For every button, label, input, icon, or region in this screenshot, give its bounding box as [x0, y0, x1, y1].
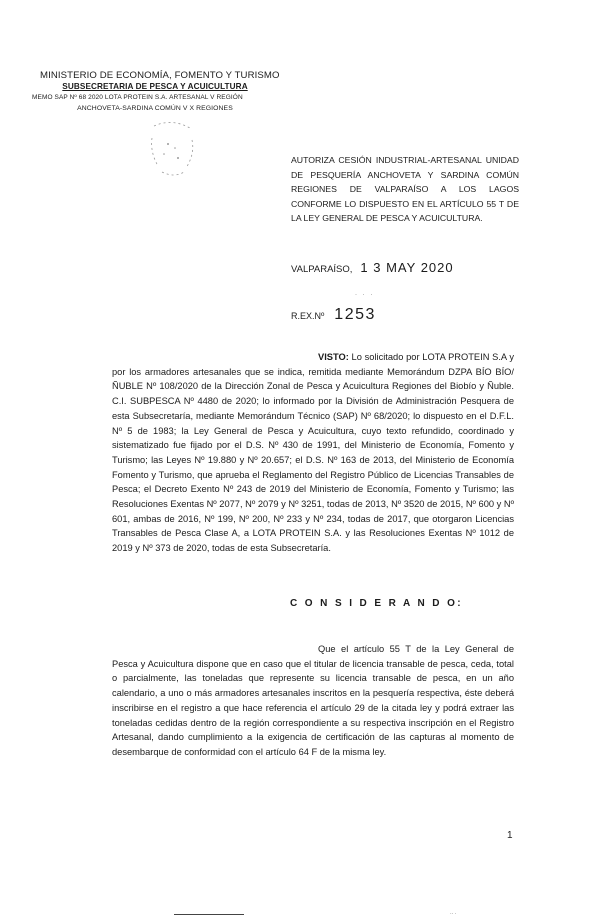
footer-mark: ·· ·: [450, 911, 457, 917]
fishery-reference: ANCHOVETA-SARDINA COMÚN V X REGIONES: [77, 105, 233, 112]
visto-body: Lo solicitado por LOTA PROTEIN S.A y por los armadores artesanales que se indica, remitida mediante Memorándum DZPA BÍO BÍO/ÑUBLE Nº 108/2020 de la Dirección Zonal de Pesca y Acuicultura Regiones del Biobío y Ñuble. C.I. SUBPESCA Nº 4480 de 2020; lo informado por la División de Administración Pesquera de esta Subsecretaría, mediante Memorándum Técnico (SAP) Nº 68/2020; lo dispuesto en el D.F.L. Nº 5 de 1983; la Ley General de Pesca y Acuicultura, cuyo texto refundido, coordinado y sistematizado fue fijado por el D.S. Nº 430 de 1991, del Ministerio de Economía, Fomento y Turismo; las Leyes Nº 19.880 y Nº 20.657; el D.S. Nº 163 de 2013, del Ministerio de Economía Fomento y Turismo, que aprueba el Reglamento del Registro Público de Licencias Transables de Pesca; el Decreto Exento Nº 243 de 2019 del Ministerio de Economía, Fomento y Turismo; las Resoluciones Exentas Nº 2077, Nº 2079 y Nº 3251, todas de 2013, Nº 3520 de 2015, Nº 600 y Nº 601, ambas de 2016, Nº 199, Nº 200, Nº 233 y Nº 234, todas de 2017, que otorgaron Licencias Transables de Pesca Clase A, a LOTA PROTEIN S.A. y las Resoluciones Exentas Nº 1012 de 2019 y Nº 373 de 2020, todas de esta Subsecretaría.: [112, 352, 514, 554]
date-value: 1 3 MAY 2020: [360, 260, 454, 275]
date-place: VALPARAÍSO,: [291, 264, 353, 275]
resolution-subject: AUTORIZA CESIÓN INDUSTRIAL-ARTESANAL UNIDAD DE PESQUERÍA ANCHOVETA Y SARDINA COMÚN REGIONES DE VALPARAÍSO A LOS LAGOS CONFORME LO DISPUESTO EN EL ARTÍCULO 55 T DE LA LEY GENERAL DE PESCA Y ACUICULTURA.: [291, 155, 519, 224]
considerando-heading: C O N S I D E R A N D O:: [290, 598, 463, 609]
resolution-label: R.EX.Nº: [291, 311, 325, 321]
visto-keyword: VISTO:: [318, 352, 349, 362]
memo-reference: MEMO SAP Nº 68 2020 LOTA PROTEIN S.A. ARTESANAL V REGIÓN: [32, 94, 243, 101]
page-number: 1: [507, 830, 513, 841]
considerando-paragraph: Que el artículo 55 T de la Ley General de Pesca y Acuicultura dispone que en caso que el titular de licencia transable de pesca, ceda, total o parcialmente, las toneladas que represente su licencia transable de pesca, en un año calendario, a uno o más armadores artesanales inscritos en la pesquería respectiva, éste deberá inscribirse en el registro a que hace referencia el artículo 29 de la citada ley y podrá extraer las toneladas cedidas dentro de la región correspondiente a su respectiva inscripción en el Registro Artesanal, dando cumplimiento a la exigencia de certificación de las capturas al momento de desembarque de conformidad con el artículo 64 F de la misma ley.: [112, 644, 514, 757]
date-line: [291, 260, 454, 275]
resolution-number-line: [291, 306, 376, 324]
footer-rule: [174, 914, 244, 915]
resolution-number: 1253: [334, 306, 376, 323]
seal-stamp-icon: [148, 118, 196, 178]
ink-marks: · · ·: [355, 292, 375, 298]
ministry-name: MINISTERIO DE ECONOMÍA, FOMENTO Y TURISMO: [40, 70, 280, 81]
visto-paragraph: [112, 350, 514, 556]
undersecretary-name: SUBSECRETARIA DE PESCA Y ACUICULTURA: [62, 82, 248, 91]
letterhead: [32, 70, 280, 114]
